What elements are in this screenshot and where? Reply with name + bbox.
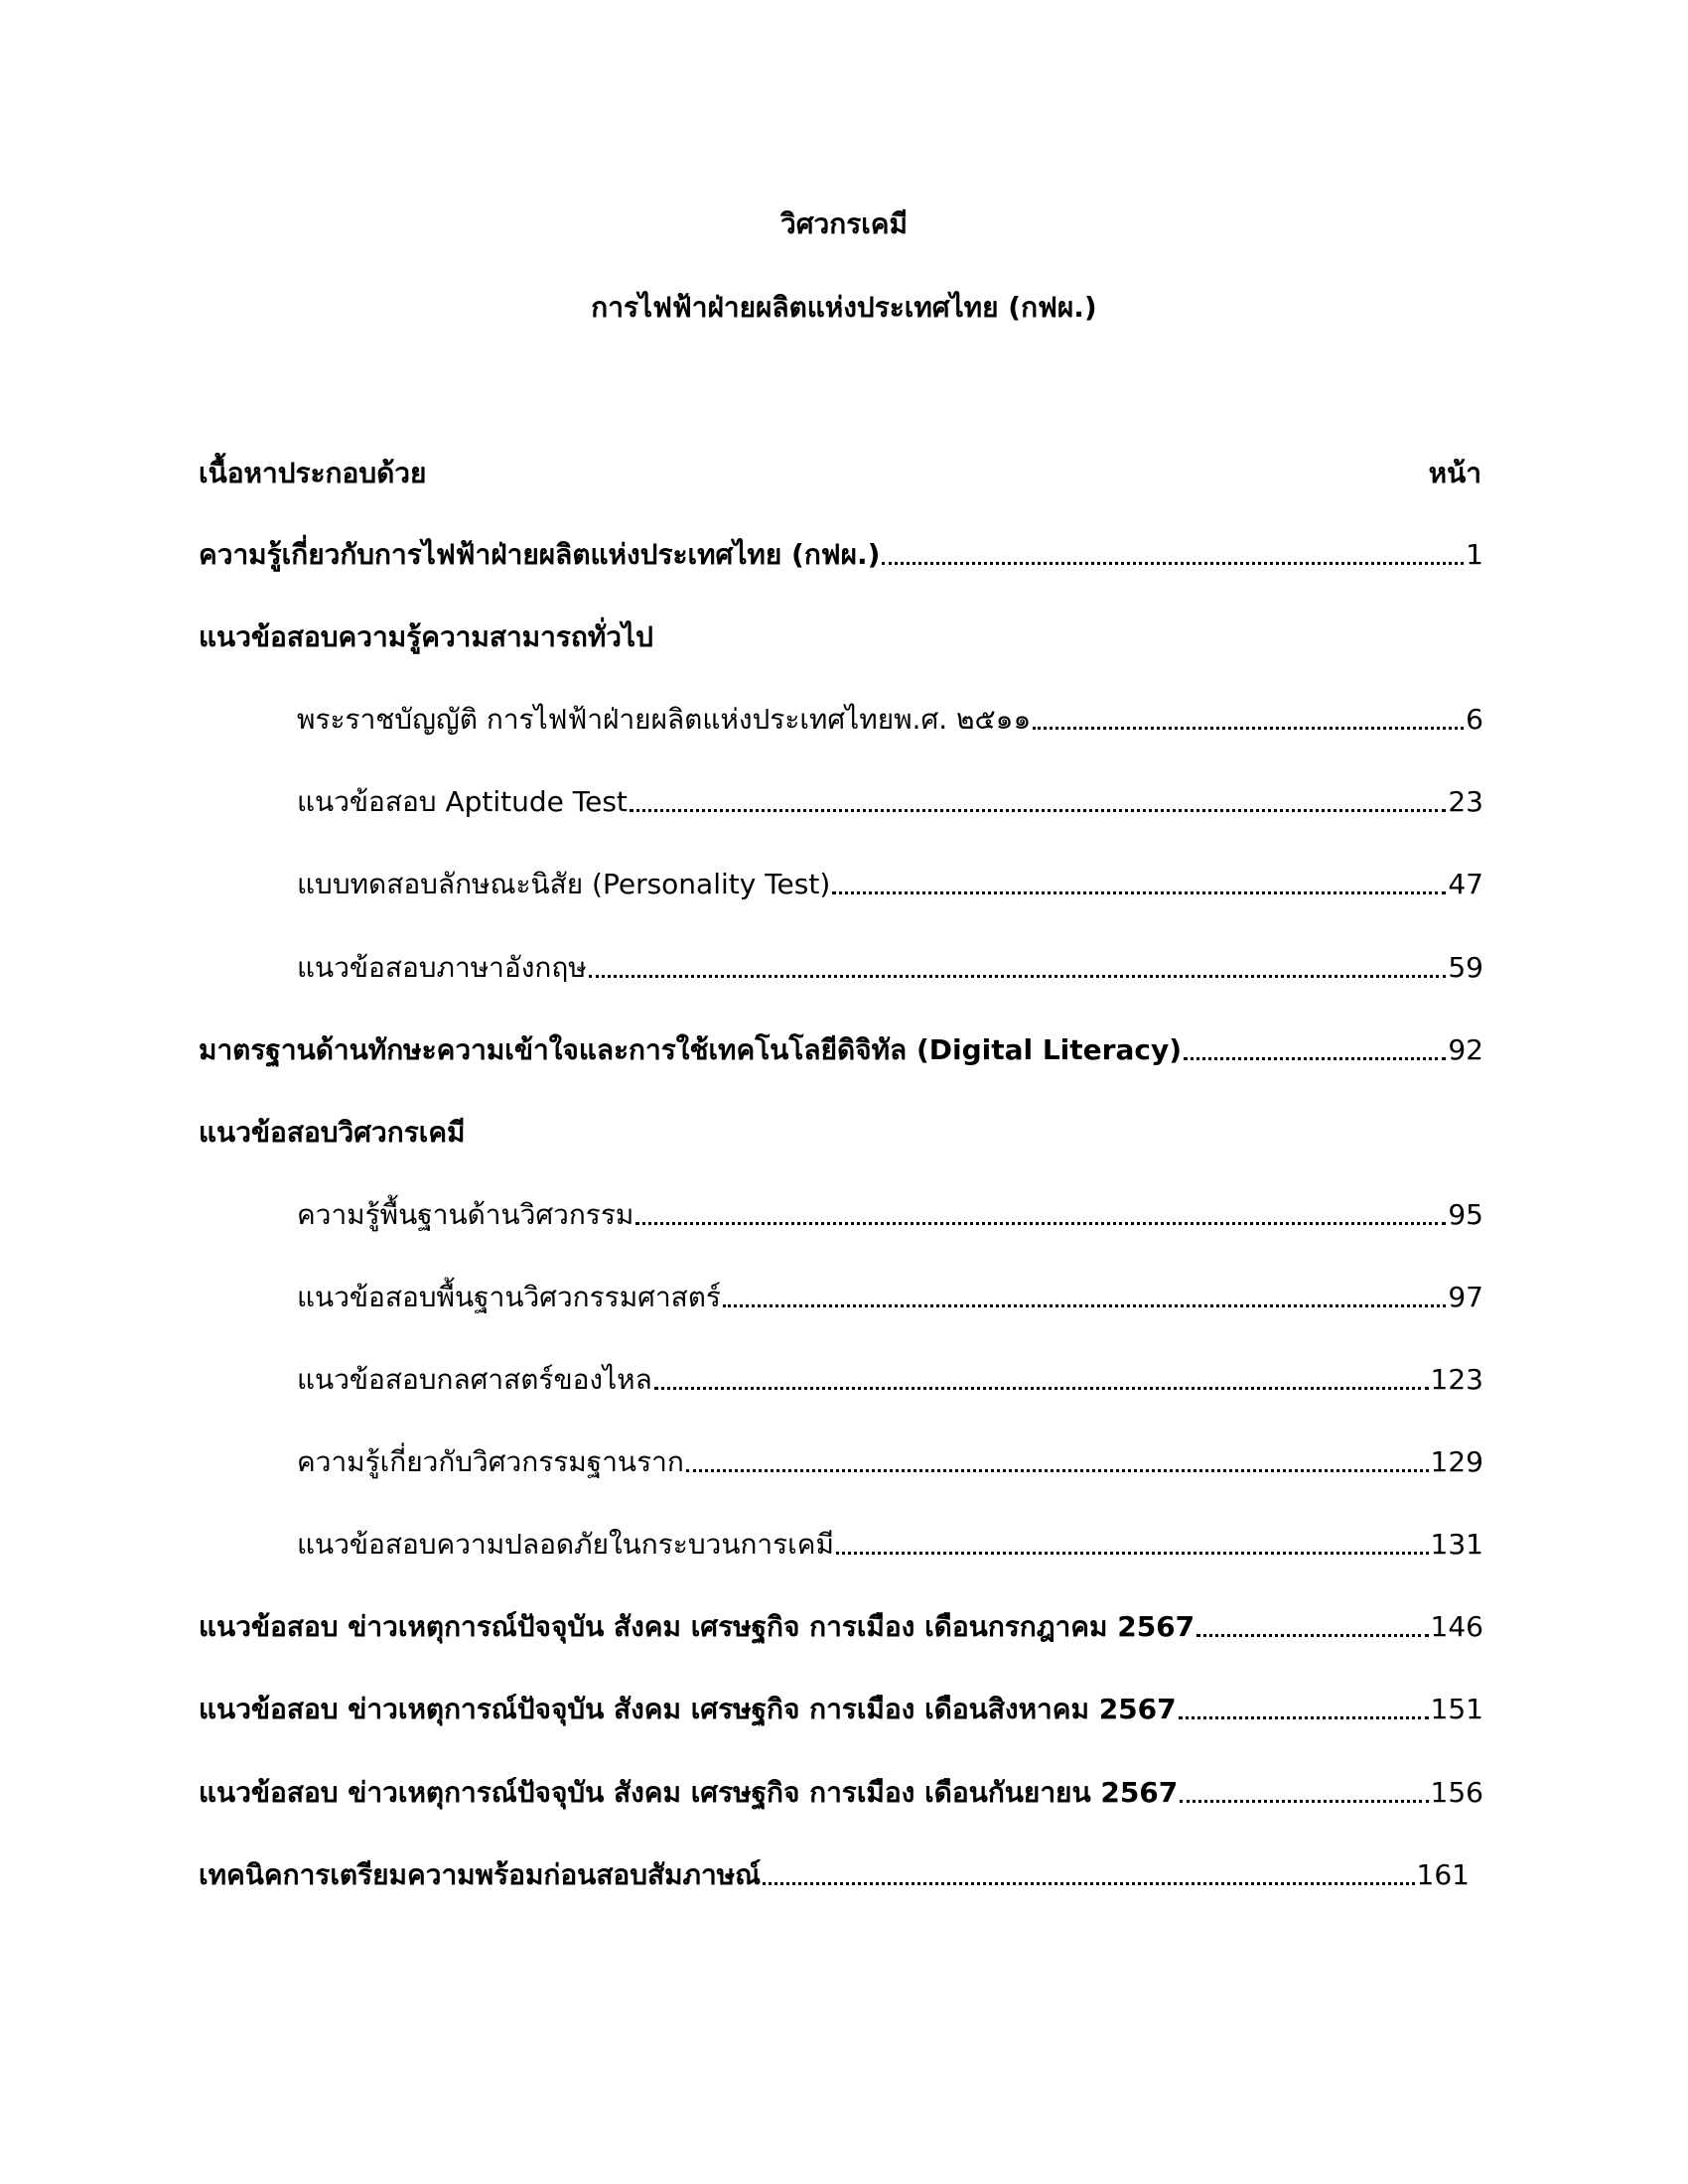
toc-entry-label: มาตรฐานด้านทักษะความเข้าใจและการใช้เทคโนโลยีดิจิทัล (Digital Literacy) <box>199 1033 1183 1066</box>
toc-dot-leader <box>589 965 1447 978</box>
toc-dot-leader <box>1184 1047 1446 1060</box>
toc-entry <box>297 1359 1483 1401</box>
toc-entry <box>297 1441 1483 1483</box>
toc-entry-page-number: 146 <box>1430 1610 1483 1643</box>
toc-entry <box>199 616 1483 658</box>
toc-entry-page-number: 151 <box>1430 1693 1483 1725</box>
toc-header-contents: เนื้อหาประกอบด้วย <box>199 457 427 489</box>
toc-dot-leader <box>630 799 1446 812</box>
document-title: วิศวกรเคมี <box>780 207 908 240</box>
toc-header-page: หน้า <box>1428 457 1481 489</box>
toc-dot-leader <box>654 1377 1429 1390</box>
toc-dot-leader <box>1196 1624 1428 1637</box>
toc-entry-label: ความรู้พื้นฐานด้านวิศวกรรม <box>297 1198 634 1231</box>
toc-entry <box>199 1112 1483 1154</box>
toc-dot-leader <box>1179 1706 1429 1719</box>
toc-entry-page-number: 129 <box>1430 1445 1483 1478</box>
toc-entry-label: แนวข้อสอบความรู้ความสามารถทั่วไป <box>199 620 653 653</box>
toc-dot-leader <box>882 552 1464 565</box>
toc-dot-leader <box>1180 1790 1428 1803</box>
toc-entry-page-number: 156 <box>1430 1776 1483 1809</box>
toc-entry <box>297 1277 1483 1318</box>
toc-entry-page-number: 161 <box>1416 1858 1470 1891</box>
toc-entry-page-number: 59 <box>1448 951 1483 984</box>
toc-entry-page-number: 95 <box>1448 1198 1483 1231</box>
toc-entry-page-number: 1 <box>1466 538 1483 571</box>
toc-entry-label: แนวข้อสอบ ข่าวเหตุการณ์ปัจจุบัน สังคม เศรษฐกิจ การเมือง เดือนกรกฎาคม 2567 <box>199 1610 1196 1643</box>
toc-dot-leader <box>686 1459 1429 1472</box>
toc-entry <box>199 1606 1483 1648</box>
toc-entry-page-number: 47 <box>1448 868 1483 900</box>
toc-entry <box>297 781 1483 823</box>
toc-entry <box>297 947 1483 989</box>
toc-entry <box>199 1854 1470 1896</box>
toc-entry <box>199 1689 1483 1730</box>
toc-entry-label: แนวข้อสอบความปลอดภัยในกระบวนการเคมี <box>297 1528 834 1561</box>
toc-entry-label: แนวข้อสอบ Aptitude Test <box>297 785 628 818</box>
toc-dot-leader <box>635 1212 1446 1225</box>
toc-entry-page-number: 131 <box>1430 1528 1483 1561</box>
toc-entry-page-number: 92 <box>1448 1033 1483 1066</box>
toc-entry-label: พระราชบัญญัติ การไฟฟ้าฝ่ายผลิตแห่งประเทศไทยพ.ศ. ๒๕๑๑ <box>297 703 1032 736</box>
toc-entry-label: ความรู้เกี่ยวกับวิศวกรรมฐานราก <box>297 1445 684 1478</box>
toc-dot-leader <box>723 1295 1446 1307</box>
toc-entry <box>199 534 1483 576</box>
toc-dot-leader <box>836 1542 1429 1555</box>
toc-entry-page-number: 6 <box>1466 703 1483 736</box>
toc-entry <box>199 1772 1483 1814</box>
toc-entry-label: แบบทดสอบลักษณะนิสัย (Personality Test) <box>297 868 831 900</box>
toc-entry-page-number: 97 <box>1448 1281 1483 1313</box>
toc-dot-leader <box>1033 717 1464 730</box>
toc-entry-label: แนวข้อสอบกลศาสตร์ของไหล <box>297 1363 652 1396</box>
toc-entry-label: แนวข้อสอบ ข่าวเหตุการณ์ปัจจุบัน สังคม เศรษฐกิจ การเมือง เดือนกันยายน 2567 <box>199 1776 1179 1809</box>
toc-entry-label: แนวข้อสอบวิศวกรเคมี <box>199 1116 466 1149</box>
toc-entry <box>199 1029 1483 1071</box>
toc-entry <box>297 864 1483 905</box>
toc-entry-page-number: 123 <box>1430 1363 1483 1396</box>
toc-dot-leader <box>763 1872 1414 1885</box>
toc-entry <box>297 1524 1483 1566</box>
toc-entry-label: แนวข้อสอบภาษาอังกฤษ <box>297 951 587 984</box>
toc-dot-leader <box>832 882 1446 894</box>
toc-entry <box>297 699 1483 741</box>
toc-entry-label: แนวข้อสอบ ข่าวเหตุการณ์ปัจจุบัน สังคม เศรษฐกิจ การเมือง เดือนสิงหาคม 2567 <box>199 1693 1177 1725</box>
toc-entry-page-number: 23 <box>1448 785 1483 818</box>
toc-entry-label: เทคนิคการเตรียมความพร้อมก่อนสอบสัมภาษณ์ <box>199 1858 762 1891</box>
toc-entry <box>297 1194 1483 1236</box>
document-subtitle: การไฟฟ้าฝ่ายผลิตแห่งประเทศไทย (กฟผ.) <box>591 291 1097 324</box>
toc-entry-label: แนวข้อสอบพื้นฐานวิศวกรรมศาสตร์ <box>297 1281 721 1313</box>
toc-entry-label: ความรู้เกี่ยวกับการไฟฟ้าฝ่ายผลิตแห่งประเทศไทย (กฟผ.) <box>199 538 881 571</box>
